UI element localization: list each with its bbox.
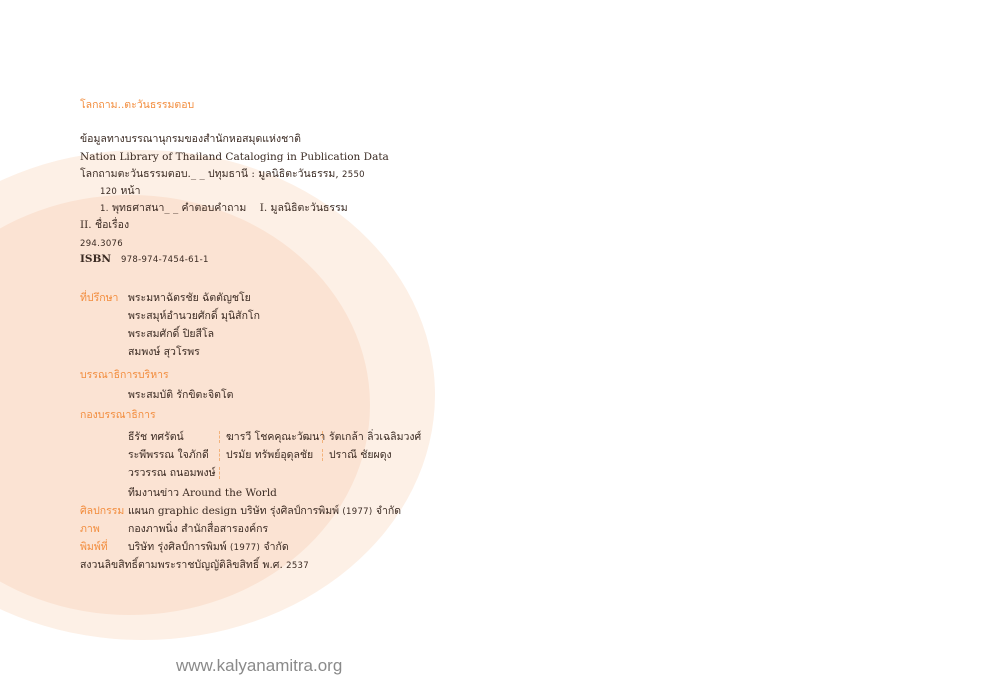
column-divider <box>322 431 323 443</box>
cip-subject-number: 1. <box>100 204 109 214</box>
cip-pages-line <box>100 184 140 199</box>
cip-entry-line <box>80 167 365 182</box>
editor-name: ระพีพรรณ ใจภักดี <box>128 449 209 461</box>
editor-name: ธีรัช ทศรัตน์ <box>128 431 184 443</box>
cip-title-label: ชื่อเรื่อง <box>94 219 130 231</box>
executive-editor-label: บรรณาธิการบริหาร <box>80 369 169 381</box>
column-divider <box>219 449 220 461</box>
advisor-name: พระสมศักดิ์ ปิยสีโล <box>128 328 215 340</box>
photo-label: ภาพ <box>80 523 100 535</box>
isbn-value: 978-974-7454-61-1 <box>120 255 209 265</box>
cip-pages-label: หน้า <box>120 185 141 197</box>
cip-entry-year: 2550 <box>342 170 365 180</box>
executive-editor-name: พระสมบัติ รักขิตะจิตโต <box>128 389 234 401</box>
cip-isbn-line <box>80 252 209 267</box>
art-label: ศิลปกรรม <box>80 505 125 517</box>
news-team-line <box>128 486 277 500</box>
print-year: (1977) <box>230 543 261 553</box>
cip-subject-line <box>100 201 348 216</box>
footer-url[interactable]: www.kalyanamitra.org <box>176 656 343 675</box>
cip-classification: 294.3076 <box>80 239 123 249</box>
book-title-heading: โลกถาม..ตะวันธรรมตอบ <box>80 99 195 111</box>
editorial-board-label: กองบรรณาธิการ <box>80 409 156 421</box>
cip-english-title: Nation Library of Thailand Cataloging in Publication Data <box>80 151 389 163</box>
art-text-year: (1977) <box>342 507 373 517</box>
editor-name: รัตเกล้า ลิ่วเฉลิมวงศ์ <box>329 431 422 443</box>
art-text-company: บริษัท รุ่งศิลป์การพิมพ์ <box>240 505 340 517</box>
cip-subject-org: มูลนิธิตะวันธรรม <box>270 202 348 214</box>
isbn-label: ISBN <box>80 253 111 265</box>
news-team-prefix: ทีมงานข่าว <box>128 487 180 499</box>
advisors-label: ที่ปรึกษา <box>80 292 119 304</box>
print-suffix: จำกัด <box>263 541 289 553</box>
art-text-suffix: จำกัด <box>375 505 402 517</box>
copyright-text: สงวนลิขสิทธิ์ตามพระราชบัญญัติลิขสิทธิ์ พ.ศ. <box>80 559 283 571</box>
editor-name: ปรมัย ทรัพย์อุดุลชัย <box>226 449 314 461</box>
column-divider <box>322 449 323 461</box>
art-text-en: graphic design <box>157 505 238 517</box>
photo-text: กองภาพนิ่ง สำนักสื่อสารองค์กร <box>128 523 269 535</box>
advisor-name: พระมหาฉัตรชัย ฉัตตัญชโย <box>128 292 251 304</box>
column-divider <box>219 467 220 479</box>
art-text <box>128 504 401 519</box>
cip-subject-roman: I. <box>259 202 268 214</box>
editor-name: วรวรรณ ถนอมพงษ์ <box>128 467 216 479</box>
cip-entry-text: โลกถามตะวันธรรมตอบ._ _ ปทุมธานี : มูลนิธิตะวันธรรม, <box>80 168 339 180</box>
printed-at-label: พิมพ์ที่ <box>80 541 108 553</box>
cip-thai-title: ข้อมูลทางบรรณานุกรมของสำนักหอสมุดแห่งชาติ <box>80 133 301 145</box>
printed-at-text <box>128 540 289 555</box>
art-text-prefix: แผนก <box>128 505 155 517</box>
news-team-name: Around the World <box>182 487 277 499</box>
advisor-name: สมพงษ์ สุวโรพร <box>128 346 200 358</box>
cip-subject-text: พุทธศาสนา_ _ คำตอบคำถาม <box>112 202 247 214</box>
editor-name: ฆารวี โชคคุณะวัฒนา <box>226 431 326 443</box>
cip-title-line <box>80 218 129 232</box>
copyright-year: 2537 <box>286 561 309 571</box>
advisor-name: พระสมุห์อำนวยศักดิ์ มุนิสักโก <box>128 310 260 322</box>
column-divider <box>219 431 220 443</box>
cip-pages-number: 120 <box>100 187 118 197</box>
cip-title-roman: II. <box>80 219 92 231</box>
copyright-line <box>80 558 309 573</box>
editor-name: ปราณี ชัยผดุง <box>329 449 392 461</box>
print-company: บริษัท รุ่งศิลป์การพิมพ์ <box>128 541 227 553</box>
